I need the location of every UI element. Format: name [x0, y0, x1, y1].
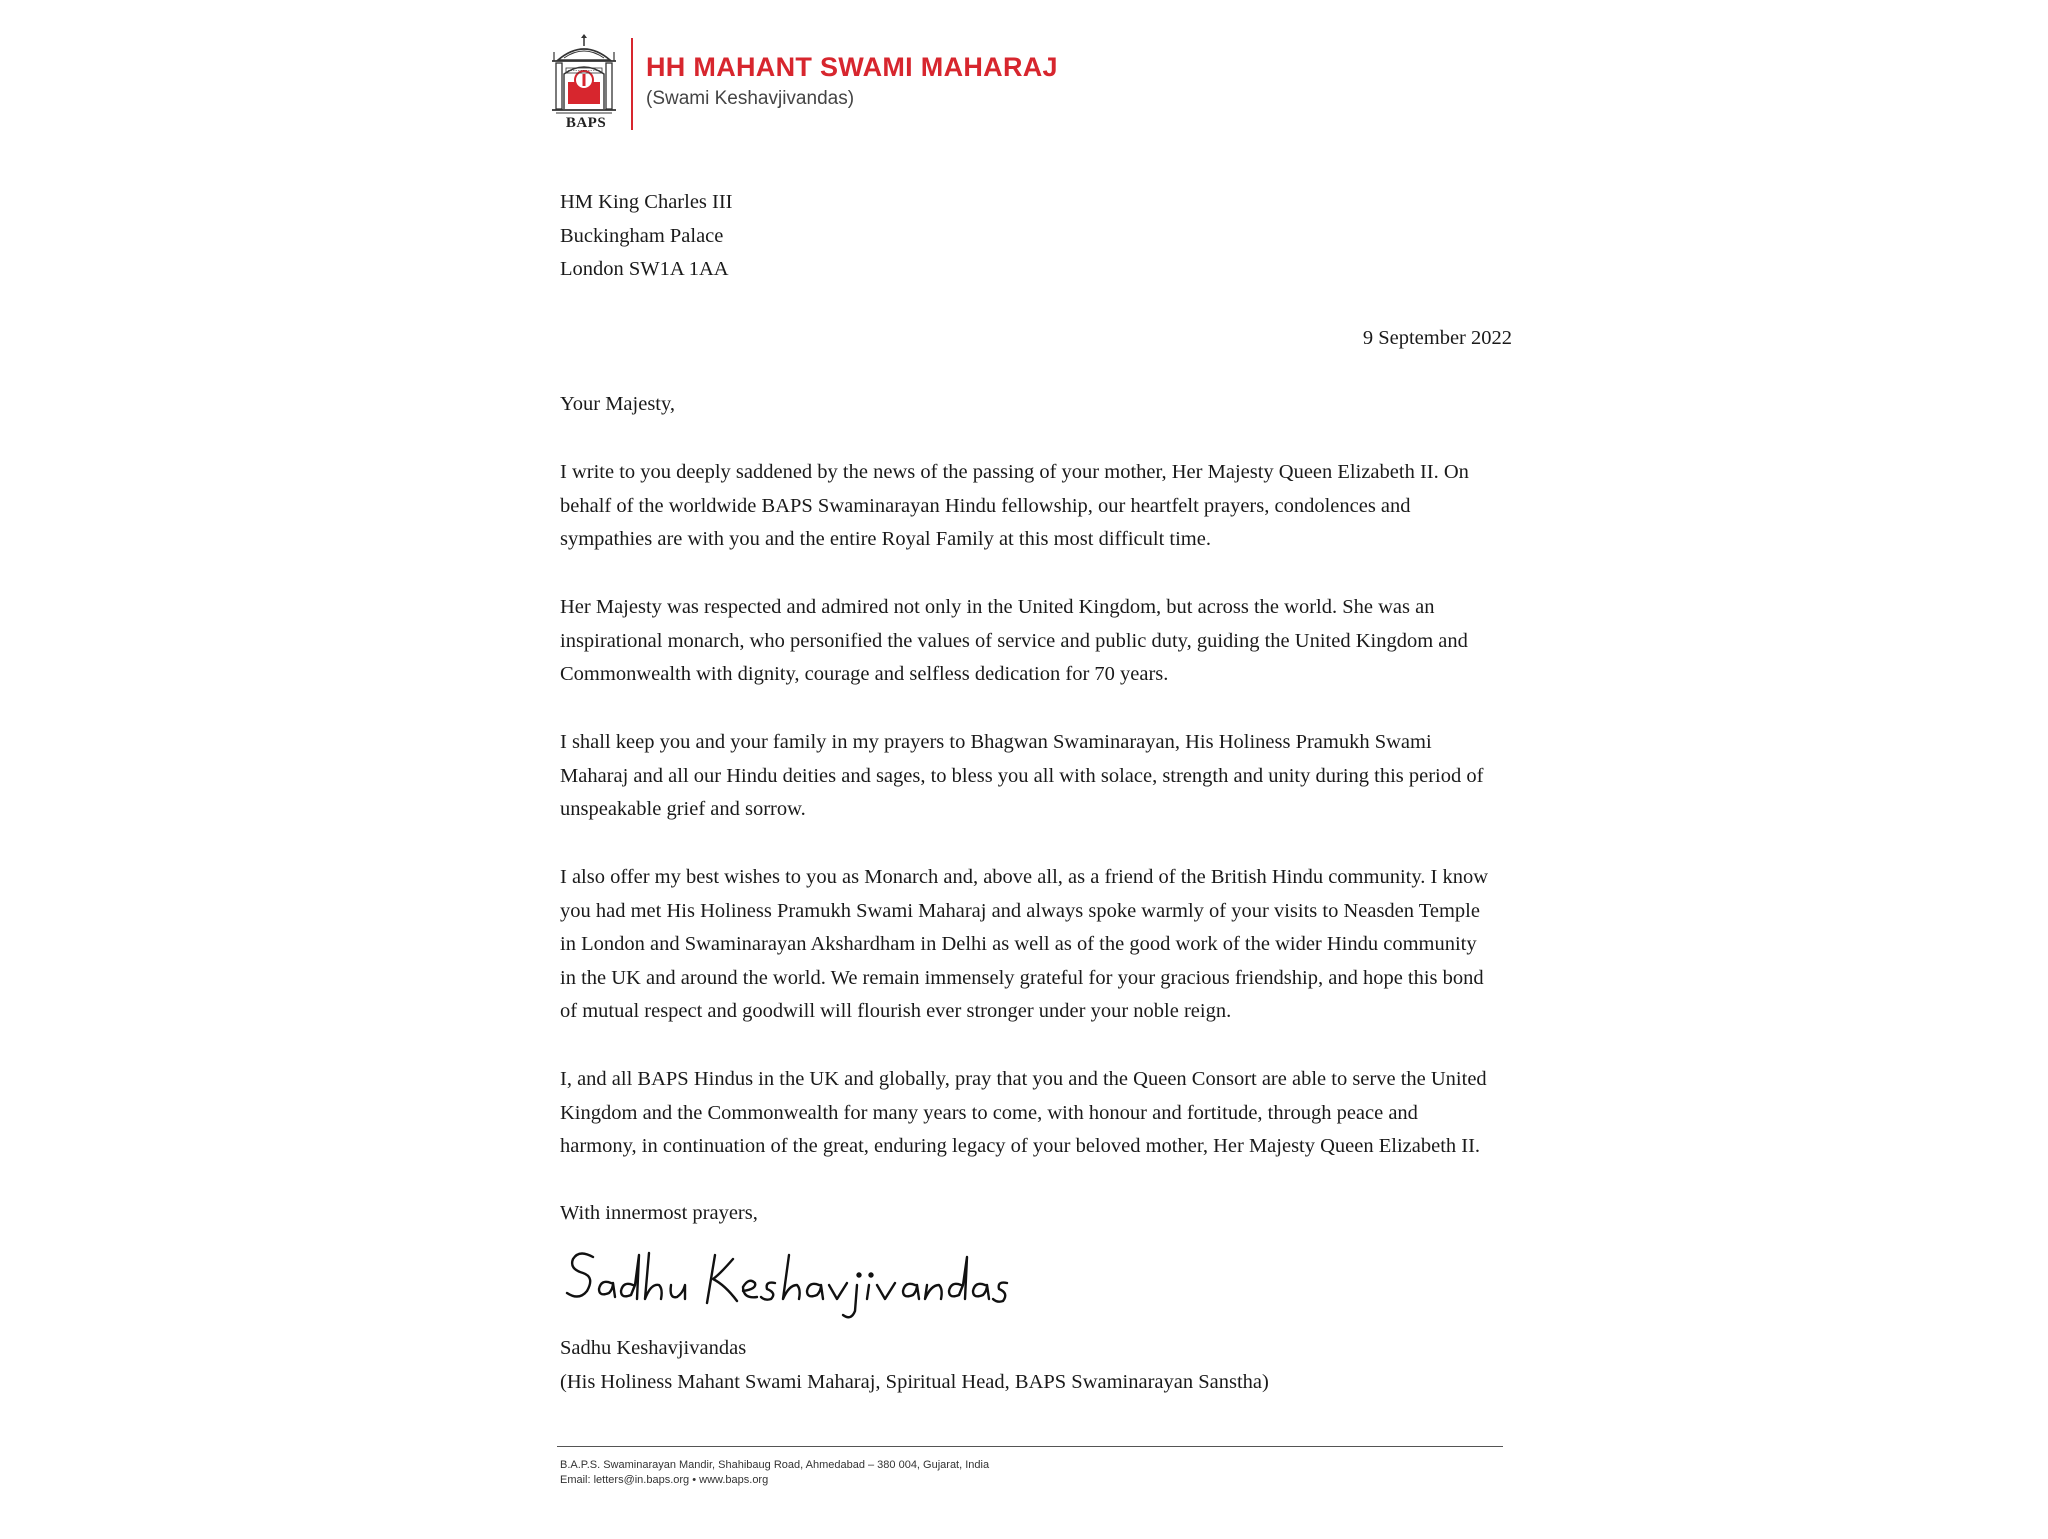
recipient-address	[560, 186, 1510, 287]
paragraph-line: I shall keep you and your family in my prayers to Bhagwan Swaminarayan, His Holiness Pramukh Swami	[560, 731, 1432, 753]
signer-title: (His Holiness Mahant Swami Maharaj, Spiritual Head, BAPS Swaminarayan Sanstha)	[560, 1370, 1269, 1393]
letterhead-divider	[631, 38, 633, 130]
paragraph-line: you had met His Holiness Pramukh Swami Maharaj and always spoke warmly of your visits to Neasden Temple	[560, 899, 1480, 922]
baps-temple-emblem-icon	[548, 34, 620, 134]
paragraph-line: behalf of the worldwide BAPS Swaminarayan Hindu fellowship, our heartfelt prayers, condolences and	[560, 494, 1411, 517]
handwritten-signature	[565, 1245, 1015, 1325]
paragraph-line: Maharaj and all our Hindu deities and sages, to bless you all with solace, strength and unity during this period of	[560, 764, 1484, 787]
paragraph-line: I write to you deeply saddened by the news of the passing of your mother, Her Majesty Queen Elizabeth II. On	[560, 461, 1469, 483]
body-paragraph	[560, 456, 1510, 557]
body-paragraph	[560, 591, 1510, 692]
footer	[560, 1458, 989, 1488]
signer-block	[560, 1332, 1510, 1399]
body-paragraph	[560, 861, 1510, 1029]
paragraph-line: I also offer my best wishes to you as Monarch and, above all, as a friend of the British Hindu community. I know	[560, 866, 1489, 888]
baps-logo-text: BAPS	[565, 115, 607, 131]
letterhead-title: HH MAHANT SWAMI MAHARAJ	[646, 52, 1058, 82]
address-line: London SW1A 1AA	[560, 258, 729, 281]
footer-address: B.A.P.S. Swaminarayan Mandir, Shahibaug Road, Ahmedabad – 380 004, Gujarat, India	[560, 1459, 990, 1471]
letterhead	[548, 34, 1108, 134]
paragraph-line: of mutual respect and goodwill will flourish ever stronger under your noble reign.	[560, 1000, 1232, 1023]
paragraph-line: inspirational monarch, who personified the values of service and public duty, guiding the United Kingdom and	[560, 629, 1468, 652]
paragraph-line: harmony, in continuation of the great, enduring legacy of your beloved mother, Her Majesty Queen Elizabeth II.	[560, 1135, 1481, 1158]
salutation: Your Majesty,	[560, 393, 676, 415]
letterhead-subtitle: (Swami Keshavjivandas)	[646, 88, 855, 109]
letter-date: 9 September 2022	[1362, 327, 1512, 349]
paragraph-line: unspeakable grief and sorrow.	[560, 798, 806, 821]
footer-divider	[557, 1446, 1503, 1447]
paragraph-line: Her Majesty was respected and admired not only in the United Kingdom, but across the world. She was an	[560, 596, 1435, 618]
paragraph-line: Kingdom and the Commonwealth for many years to come, with honour and fortitude, through peace and	[560, 1101, 1418, 1124]
paragraph-line: sympathies are with you and the entire Royal Family at this most difficult time.	[560, 528, 1211, 551]
body-paragraph	[560, 1063, 1510, 1164]
address-line: Buckingham Palace	[560, 224, 724, 247]
footer-contact: Email: letters@in.baps.org • www.baps.org	[560, 1474, 769, 1486]
body-paragraph	[560, 726, 1510, 827]
paragraph-line: in London and Swaminarayan Akshardham in Delhi as well as of the good work of the wider Hindu community	[560, 933, 1477, 956]
paragraph-line: I, and all BAPS Hindus in the UK and globally, pray that you and the Queen Consort are able to serve the United	[560, 1068, 1487, 1090]
closing: With innermost prayers,	[560, 1202, 758, 1224]
paragraph-line: in the UK and around the world. We remain immensely grateful for your gracious friendship, and hope this bond	[560, 966, 1484, 989]
signer-name: Sadhu Keshavjivandas	[560, 1337, 747, 1359]
paragraph-line: Commonwealth with dignity, courage and selfless dedication for 70 years.	[560, 663, 1169, 686]
address-line: HM King Charles III	[560, 191, 733, 213]
